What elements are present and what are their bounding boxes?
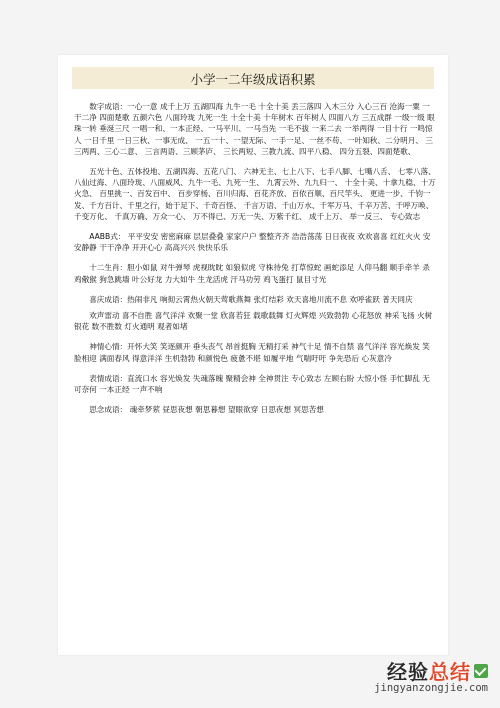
watermark-url: jingyanzongjie.com (374, 682, 488, 694)
checkmark-icon (474, 664, 488, 678)
paragraph-expression: 表情成语：直流口水 容光焕发 失魂落魄 聚精会神 全神贯注 专心致志 左顾右盼 大惊小怪 手忙脚乱 无可奈何 一本正经 一声不响 (74, 373, 430, 395)
watermark-brand-right: 总结 (429, 660, 471, 684)
paragraph-numbers-2: 五光十色、五体投地、五湖四海、五花八门、 六神无主、七上八下、七手八脚、七嘴八舌、 七零八落、八仙过海、八面玲珑、八面威风、九牛一毛、九死一生、 九霄云外、九九归一、 十全十美、十拿九稳、十万火急、 百里挑一、百发百中、 百步穿杨、百川归海、百花齐放、百依百顺、百尺竿头、 更进一步、千钧一发、千方百计、千里之行，始于足下、千奇百怪、 千言万语、千山万水、千军万马、千辛万苦、千呼万唤、千变万化、 千真万确、万众一心、 万不得已、万无一失、万紫千红、 成千上万、 举一反三、 专心致志 (74, 167, 436, 221)
watermark-brand-left: 经验 (387, 660, 429, 684)
document-body (74, 101, 436, 424)
paragraph-festive: 喜庆成语：热闹非凡 响彻云霄热火朝天莺歌燕舞 张灯结彩 欢天喜地川流不息 欢呼雀跃 普天同庆 (89, 294, 413, 304)
watermark-logo (387, 656, 488, 685)
paragraph-festive-2: 欢声雷动 喜不自胜 喜气洋洋 欢聚一堂 欣喜若狂 载歌载舞 灯火辉煌 兴致勃勃 心花怒放 神采飞扬 火树银花 数不胜数 灯火通明 观者如堵 (74, 311, 433, 332)
paragraph-zodiac: 十二生肖：胆小如鼠 对牛弹琴 虎视眈眈 如狼似虎 守株待兔 打草惊蛇 画蛇添足 人仰马翻 顺手牵羊 杀鸡儆猴 狗急跳墙 叶公好龙 力大如牛 生龙活虎 汗马功劳 鸡飞蛋打 鼠目寸光 (74, 263, 430, 284)
paragraph-aabb: AABB式： 平平安安 密密麻麻 层层叠叠 家家户户 整整齐齐 浩浩荡荡 日日夜夜 欢欢喜喜 红红火火 安安静静 干干净净 开开心心 高高兴兴 快快乐乐 (74, 232, 431, 253)
paragraph-mood: 神情心情：开怀大笑 笑逐颜开 垂头丧气 昂首挺胸 无精打采 神气十足 情不自禁 喜气洋洋 容光焕发 笑脸相迎 满面春风 得意洋洋 生机勃勃 和颜悦色 疲惫不堪 如履平地 气喘吁吁 争先恐后 心灰意冷 (74, 342, 430, 363)
document-page (58, 55, 448, 655)
page-title: 小学一二年级成语积累 (190, 72, 316, 87)
paragraph-longing: 思念成语： 魂牵梦萦 昼思夜想 朝思暮想 望眼欲穿 日思夜想 冥思苦想 (89, 405, 324, 415)
site-watermark (318, 656, 488, 698)
paragraph-numbers-1: 数字成语：一心一意 成千上万 五湖四海 九牛一毛 十全十美 丢三落四 入木三分 入心三百 沧海一粟 一干二净 四面楚歌 五颜六色 八面玲珑 九死一生 十全十美 十年树木 百年树人 四面八方 三五成群 一级一级 眼珠一转 垂涎三尺 一唱一和、一本正经、一马平川、一马当先 一毛不拔 一来二去 一举两得 一目十行 一鸣惊人 一日千里 一日三秋、一事无成、 一五一十、一望无际、一手一足、一丝不苟、一叶知秋、二分明月、 三三两两、三心二意、 三言两语、三顾茅庐、 三长两短、三教九流、四平八稳、 四分五裂、四面楚歌、 (74, 102, 435, 156)
